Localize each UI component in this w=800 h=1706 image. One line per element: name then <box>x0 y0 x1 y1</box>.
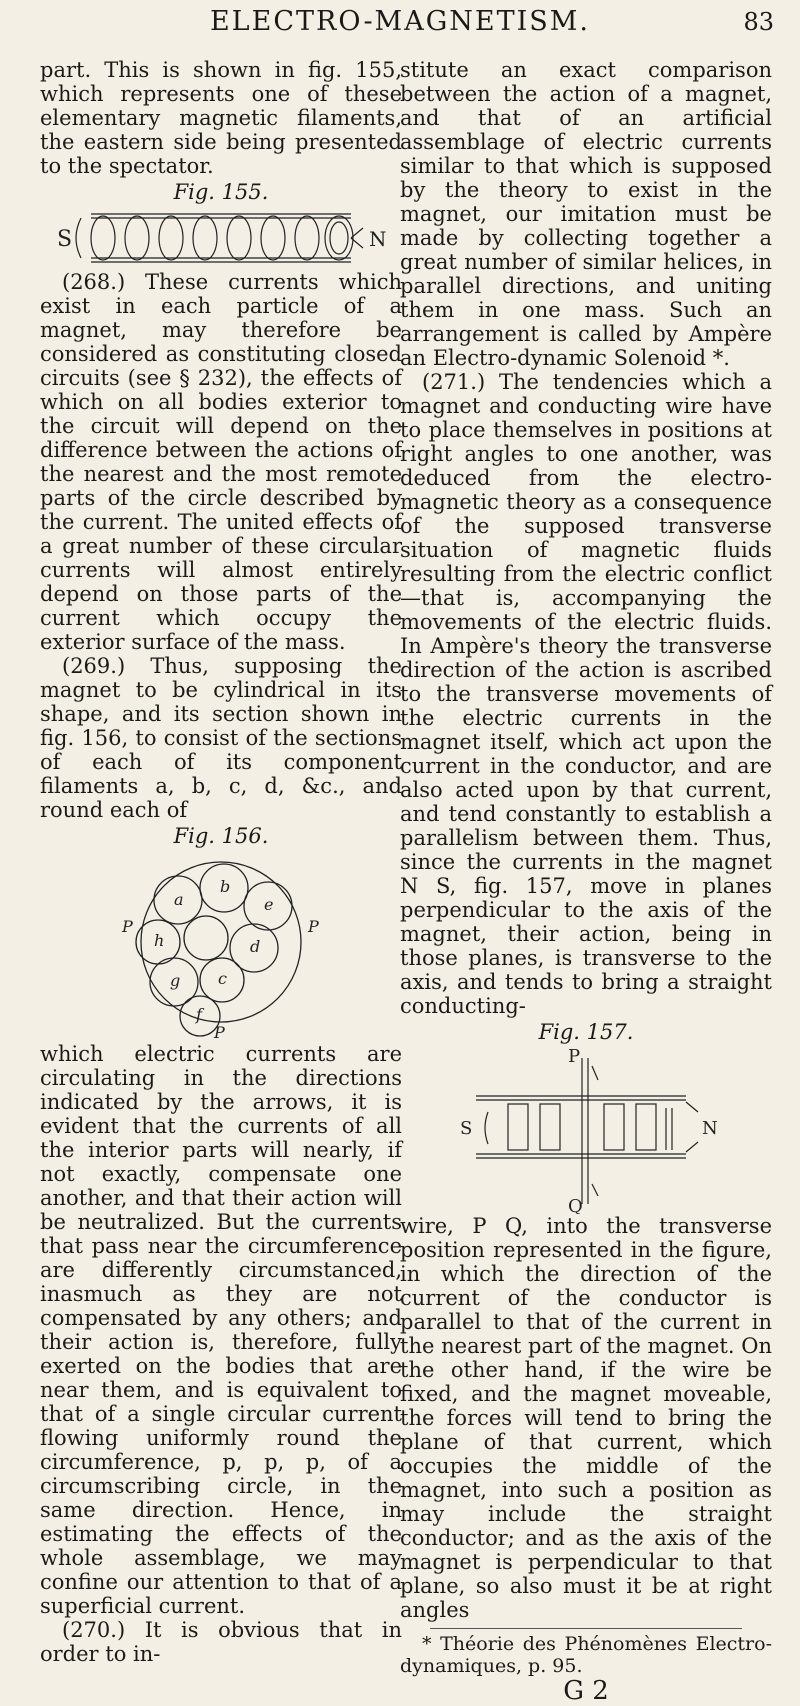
fig-156-letter-a: a <box>174 890 184 909</box>
footnote: * Théorie des Phénomènes Electro-dynamiques, p. 95. <box>400 1633 772 1677</box>
paragraph-intro: part. This is shown in fig. 155, which represents one of these elementary magnetic filaments, the eastern side being presented to the spectator. <box>40 58 402 178</box>
fig-156-cross-section <box>96 850 346 1042</box>
fig-156-p-right: P <box>308 917 319 936</box>
fig-155-n-label: N <box>369 227 387 251</box>
fig-156-letter-d: d <box>250 937 261 956</box>
right-column <box>400 58 772 1706</box>
fig-156-letter-h: h <box>154 931 165 950</box>
fig-157-label: Fig. 157. <box>538 1020 634 1044</box>
fig-155-s-label: S <box>57 227 73 252</box>
fig-156-letter-e: e <box>264 895 274 914</box>
paragraph-271-continued: wire, P Q, into the transverse position represented in the figure, in which the direction of the current of the conductor is parallel to that of the current in the nearest part of the magnet. On the other hand, if the wire be fixed, and the magnet moveable, the forces will tend to bring the plane of that current, which occupies the middle of the magnet, into such a position as may include the straight conductor; and as the axis of the magnet is perpendicular to that plane, so also must it be at right angles <box>400 1214 772 1622</box>
paragraph-269: (269.) Thus, supposing the magnet to be cylindrical in its shape, and its section shown in fig. 156, to consist of the sections of each of its component filaments a, b, c, d, &c., and round each of <box>40 654 402 822</box>
paragraph-268: (268.) These currents which exist in each particle of a magnet, may therefore be considered as constituting closed circuits (see § 232), the effects of which on all bodies exterior to the circuit will depend on the difference between the actions of the nearest and the most remote parts of the circle described by the current. The united effects of a great number of these circular currents will almost entirely depend on those parts of the current which occupy the exterior surface of the mass. <box>40 270 402 654</box>
fig-156-letter-f: f <box>196 1005 202 1024</box>
paragraph-270-continued: stitute an exact comparison between the action of a magnet, and that of an artificial assemblage of electric currents similar to that which is supposed by the theory to exist in the magnet, our imitation must be made by collecting together a great number of similar helices, in parallel directions, and uniting them in one mass. Such an arrangement is called by Ampère an Electro-dynamic Solenoid *. <box>400 58 772 370</box>
fig-156-p-bottom: P <box>214 1023 225 1042</box>
fig-156-letter-b: b <box>220 877 231 896</box>
fig-156-letter-g: g <box>170 971 181 990</box>
running-head: ELECTRO-MAGNETISM. <box>209 6 591 37</box>
signature-mark: G 2 <box>563 1676 609 1706</box>
page-number: 83 <box>743 8 774 36</box>
fig-156-label: Fig. 156. <box>173 824 269 848</box>
fig-156-p-left: P <box>122 917 133 936</box>
fig-157-q-label: Q <box>568 1196 583 1214</box>
paragraph-269-continued: which electric currents are circulating in the directions indicated by the arrows, it is evident that the currents of all the interior parts will nearly, if not exactly, compensate one another, and that their action will be neutralized. But the currents that pass near the circumference are differently circumstanced, inasmuch as they are not compensated by any others; and their action is, therefore, fully exerted on the bodies that are near them, and is equivalent to that of a single circular current flowing uniformly round the circumference, p, p, p, of a circumscribing circle, in the same direction. Hence, in estimating the effects of the whole assemblage, we may confine our attention to that of a superficial current. <box>40 1042 402 1618</box>
fig-157-n-label: N <box>702 1118 718 1139</box>
fig-155-label: Fig. 155. <box>173 180 269 204</box>
fig-156-letter-c: c <box>218 969 227 988</box>
footnote-rule <box>430 1628 742 1629</box>
paragraph-271: (271.) The tendencies which a magnet and conducting wire have to place themselves in positions at right angles to one another, was deduced from the electro-magnetic theory as a consequence of the supposed transverse situation of magnetic fluids resulting from the electric conflict—that is, accompanying the movements of the electric fluids. In Ampère's theory the transverse direction of the action is ascribed to the transverse movements of the electric currents in the magnet itself, which act upon the current in the conductor, and are also acted upon by that current, and tend constantly to establish a parallelism between them. Thus, since the currents in the magnet N S, fig. 157, move in planes perpendicular to the axis of the magnet, their action, being in those planes, is transverse to the axis, and tends to bring a straight conducting- <box>400 370 772 1018</box>
fig-155-filament-diagram <box>51 206 391 270</box>
fig-157-solenoid-diagram <box>436 1046 736 1214</box>
fig-157-s-label: S <box>460 1118 473 1139</box>
paragraph-270: (270.) It is obvious that in order to in- <box>40 1618 402 1666</box>
left-column <box>40 58 402 1666</box>
fig-157-p-label: P <box>568 1046 581 1067</box>
